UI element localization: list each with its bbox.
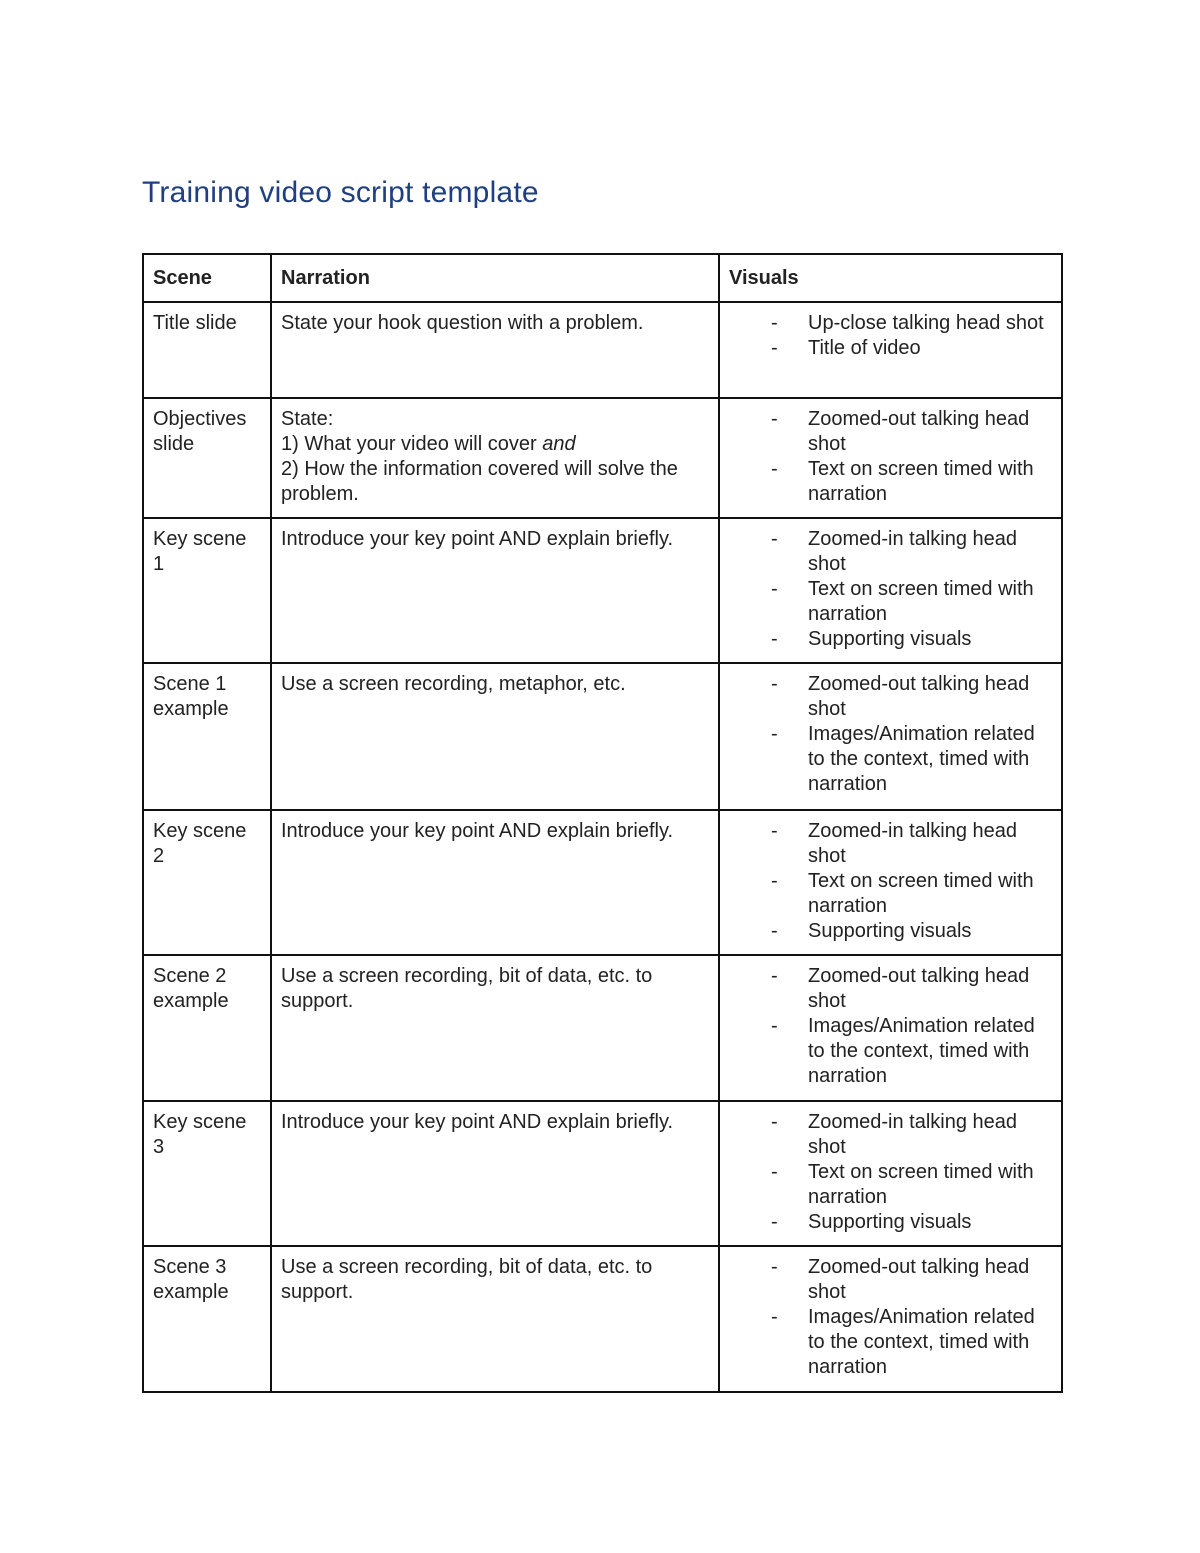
visuals-list (729, 407, 1052, 507)
dash-bullet-icon: - (771, 408, 778, 430)
cell-visuals (719, 955, 1062, 1101)
dash-bullet-icon: - (771, 1161, 778, 1183)
list-item (729, 722, 1052, 797)
table-body (143, 302, 1062, 1392)
visual-item-text: Zoomed-in talking head shot (808, 820, 1018, 867)
table-row (143, 1246, 1062, 1392)
scene-label: Objectives slide (153, 408, 247, 455)
cell-scene (143, 955, 271, 1101)
cell-scene (143, 302, 271, 398)
dash-bullet-icon: - (771, 723, 778, 745)
list-item (729, 407, 1052, 457)
visual-item-text: Zoomed-out talking head shot (808, 965, 1030, 1012)
table-row (143, 398, 1062, 518)
column-header-visuals: Visuals (719, 254, 1062, 302)
visual-item-text: Zoomed-out talking head shot (808, 673, 1030, 720)
cell-scene (143, 398, 271, 518)
table-row (143, 518, 1062, 663)
table-row (143, 810, 1062, 955)
list-item (729, 1210, 1052, 1235)
visuals-list (729, 672, 1052, 797)
visuals-list (729, 527, 1052, 652)
narration-text: Use a screen recording, bit of data, etc. to support. (281, 1256, 653, 1303)
dash-bullet-icon: - (771, 820, 778, 842)
cell-scene (143, 663, 271, 810)
cell-scene (143, 810, 271, 955)
visual-item-text: Supporting visuals (808, 1211, 972, 1233)
scene-label: Key scene 3 (153, 1111, 247, 1158)
narration-text: Introduce your key point AND explain briefly. (281, 528, 674, 550)
visual-item-text: Text on screen timed with narration (808, 458, 1034, 505)
visual-item-text: Zoomed-in talking head shot (808, 528, 1018, 575)
narration-line (281, 311, 709, 336)
cell-visuals (719, 1101, 1062, 1246)
dash-bullet-icon: - (771, 870, 778, 892)
visuals-list (729, 819, 1052, 944)
visuals-list (729, 964, 1052, 1089)
narration-emphasis: and (542, 433, 576, 455)
scene-label: Scene 3 example (153, 1256, 229, 1303)
list-item (729, 964, 1052, 1014)
cell-narration (271, 398, 719, 518)
narration-line (281, 407, 709, 432)
narration-text: State your hook question with a problem. (281, 312, 644, 334)
list-item (729, 336, 1052, 361)
visual-item-text: Images/Animation related to the context, timed with narration (808, 723, 1035, 795)
dash-bullet-icon: - (771, 628, 778, 650)
narration-line (281, 1110, 709, 1135)
narration-line (281, 432, 709, 457)
column-header-scene: Scene (143, 254, 271, 302)
dash-bullet-icon: - (771, 673, 778, 695)
table-header-row (143, 254, 1062, 302)
narration-line (281, 964, 709, 1014)
scene-label: Scene 1 example (153, 673, 229, 720)
list-item (729, 819, 1052, 869)
scene-label: Title slide (153, 312, 237, 334)
dash-bullet-icon: - (771, 1211, 778, 1233)
dash-bullet-icon: - (771, 337, 778, 359)
list-item (729, 919, 1052, 944)
narration-text: 1) What your video will cover (281, 433, 543, 455)
visual-item-text: Text on screen timed with narration (808, 1161, 1034, 1208)
narration-text: State: (281, 408, 334, 430)
dash-bullet-icon: - (771, 528, 778, 550)
scene-label: Key scene 2 (153, 820, 247, 867)
table-row (143, 663, 1062, 810)
narration-text: 2) How the information covered will solve the problem. (281, 458, 678, 505)
narration-line (281, 819, 709, 844)
list-item (729, 457, 1052, 507)
visual-item-text: Text on screen timed with narration (808, 870, 1034, 917)
visual-item-text: Zoomed-in talking head shot (808, 1111, 1018, 1158)
list-item (729, 1014, 1052, 1089)
table-row (143, 955, 1062, 1101)
cell-narration (271, 810, 719, 955)
list-item (729, 577, 1052, 627)
narration-line (281, 457, 709, 507)
cell-narration (271, 955, 719, 1101)
visual-item-text: Up-close talking head shot (808, 312, 1044, 334)
cell-visuals (719, 518, 1062, 663)
narration-line (281, 527, 709, 552)
visual-item-text: Zoomed-out talking head shot (808, 1256, 1030, 1303)
cell-visuals (719, 810, 1062, 955)
narration-line (281, 1255, 709, 1305)
list-item (729, 1255, 1052, 1305)
visual-item-text: Supporting visuals (808, 920, 972, 942)
scene-label: Key scene 1 (153, 528, 247, 575)
narration-text: Use a screen recording, metaphor, etc. (281, 673, 626, 695)
list-item (729, 627, 1052, 652)
visuals-list (729, 1110, 1052, 1235)
table-row (143, 302, 1062, 398)
dash-bullet-icon: - (771, 1256, 778, 1278)
cell-scene (143, 1101, 271, 1246)
visual-item-text: Images/Animation related to the context, timed with narration (808, 1306, 1035, 1378)
list-item (729, 1160, 1052, 1210)
cell-visuals (719, 398, 1062, 518)
dash-bullet-icon: - (771, 312, 778, 334)
page-title: Training video script template (142, 176, 539, 209)
visuals-list (729, 1255, 1052, 1380)
dash-bullet-icon: - (771, 1111, 778, 1133)
narration-text: Introduce your key point AND explain briefly. (281, 1111, 674, 1133)
narration-text: Use a screen recording, bit of data, etc. to support. (281, 965, 653, 1012)
cell-narration (271, 1101, 719, 1246)
column-header-narration: Narration (271, 254, 719, 302)
cell-visuals (719, 663, 1062, 810)
cell-narration (271, 518, 719, 663)
cell-narration (271, 1246, 719, 1392)
scene-label: Scene 2 example (153, 965, 229, 1012)
narration-line (281, 672, 709, 697)
list-item (729, 527, 1052, 577)
list-item (729, 869, 1052, 919)
list-item (729, 311, 1052, 336)
dash-bullet-icon: - (771, 1306, 778, 1328)
dash-bullet-icon: - (771, 965, 778, 987)
cell-scene (143, 518, 271, 663)
list-item (729, 1110, 1052, 1160)
dash-bullet-icon: - (771, 458, 778, 480)
cell-narration (271, 302, 719, 398)
list-item (729, 1305, 1052, 1380)
visual-item-text: Title of video (808, 337, 921, 359)
visual-item-text: Text on screen timed with narration (808, 578, 1034, 625)
narration-text: Introduce your key point AND explain briefly. (281, 820, 674, 842)
visuals-list (729, 311, 1052, 361)
visual-item-text: Zoomed-out talking head shot (808, 408, 1030, 455)
cell-narration (271, 663, 719, 810)
cell-scene (143, 1246, 271, 1392)
dash-bullet-icon: - (771, 920, 778, 942)
cell-visuals (719, 1246, 1062, 1392)
dash-bullet-icon: - (771, 578, 778, 600)
script-table (142, 253, 1063, 1393)
table-row (143, 1101, 1062, 1246)
visual-item-text: Images/Animation related to the context, timed with narration (808, 1015, 1035, 1087)
visual-item-text: Supporting visuals (808, 628, 972, 650)
dash-bullet-icon: - (771, 1015, 778, 1037)
list-item (729, 672, 1052, 722)
cell-visuals (719, 302, 1062, 398)
